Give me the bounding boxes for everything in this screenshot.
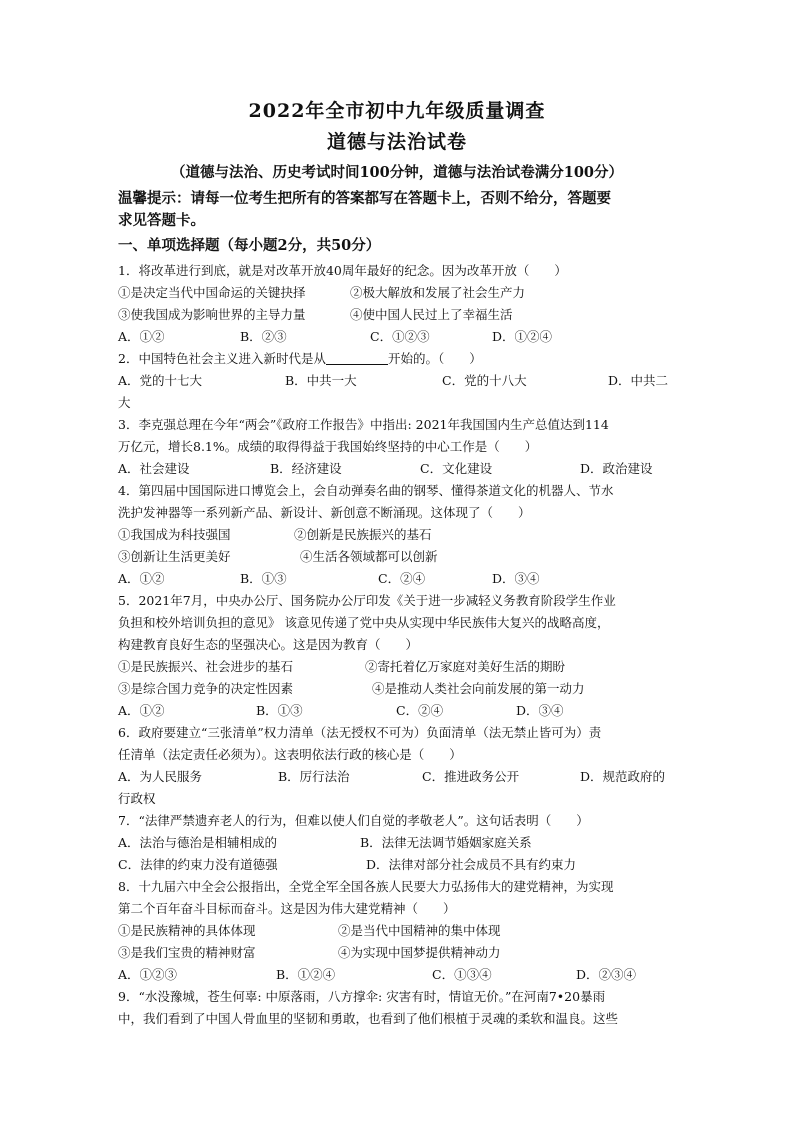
question-3-stem: 万亿元，增长8.1%。成绩的取得得益于我国始终坚持的中心工作是（ ） (118, 439, 538, 454)
q1-item: ④使中国人民过上了幸福生活 (350, 307, 513, 322)
q8-option-d: D．②③④ (576, 967, 637, 982)
q5-option-a: A．①② (118, 703, 165, 718)
q5-option-b: B．①③ (256, 703, 303, 718)
q7-option-b: B．法律无法调节婚姻家庭关系 (360, 835, 532, 850)
warm-tip-line: 温馨提示：请每一位考生把所有的答案都写在答题卡上，否则不给分，答题要 (118, 190, 611, 207)
q4-option-c: C．②④ (378, 571, 426, 586)
q2-option-a: A．党的十七大 (118, 373, 203, 388)
q4-item: ④生活各领域都可以创新 (300, 549, 438, 564)
q6-option-d: D．规范政府的 (580, 769, 666, 784)
question-4-stem: 4．第四届中国国际进口博览会上，会自动弹奏名曲的钢琴、懂得茶道文化的机器人、节水 (118, 483, 614, 498)
question-5-stem: 负担和校外培训负担的意见》 该意见传递了党中央从实现中华民族伟大复兴的战略高度， (118, 615, 610, 630)
question-9-stem: 9．“水没豫城，苍生何辜: 中原落雨，八方撑伞: 灾害有时，情谊无价。”在河南7•20暴雨 (118, 989, 606, 1004)
warm-tip-line: 求见答题卡。 (118, 212, 205, 229)
q5-option-c: C．②④ (396, 703, 444, 718)
q1-option-d: D．①②④ (492, 329, 553, 344)
exam-time-note: （道德与法治、历史考试时间100分钟，道德与法治试卷满分100分） (170, 164, 624, 181)
q4-option-d: D．③④ (492, 571, 540, 586)
question-2-stem (118, 348, 678, 369)
question-6-stem: 6．政府要建立“三张清单”权力清单（法无授权不可为）负面清单（法无禁止皆可为）责 (118, 725, 602, 740)
q5-item: ②寄托着亿万家庭对美好生活的期盼 (365, 659, 566, 674)
q1-option-a: A．①② (118, 329, 165, 344)
question-4-stem: 洗护发神器等一系列新产品、新设计、新创意不断涌现。这体现了（ ） (118, 505, 531, 520)
q3-option-c: C．文化建设 (420, 461, 493, 476)
q1-option-b: B．②③ (240, 329, 287, 344)
q4-option-a: A．①② (118, 571, 165, 586)
question-3-stem: 3．李克强总理在今年“两会”《政府工作报告》中指出: 2021年我国国内生产总值达到114 (118, 417, 609, 432)
q7-option-a: A．法治与德治是相辅相成的 (118, 835, 278, 850)
q4-item: ①我国成为科技强国 (118, 527, 231, 542)
q2-option-d: D．中共二 (608, 373, 669, 388)
q5-item: ①是民族振兴、社会进步的基石 (118, 659, 294, 674)
q4-item: ③创新让生活更美好 (118, 549, 231, 564)
q6-option-c: C．推进政务公开 (422, 769, 520, 784)
q6-option-d-wrap: 行政权 (118, 791, 156, 806)
q3-option-b: B．经济建设 (270, 461, 342, 476)
q6-option-b: B．厉行法治 (278, 769, 350, 784)
q8-option-a: A．①②③ (118, 967, 178, 982)
section-heading: 一、单项选择题（每小题2分，共50分） (118, 237, 381, 254)
q8-item: ①是民族精神的具体体现 (118, 923, 256, 938)
q5-item: ③是综合国力竞争的决定性因素 (118, 681, 294, 696)
question-7-stem: 7．“法律严禁遗弃老人的行为，但难以使人们自觉的孝敬老人”。这句话表明（ ） (118, 813, 589, 828)
question-1-stem: 1．将改革进行到底，就是对改革开放40周年最好的纪念。因为改革开放（ ） (118, 263, 567, 278)
q2-option-d-wrap: 大 (118, 395, 131, 410)
q2-option-b: B．中共一大 (285, 373, 357, 388)
q1-item: ②极大解放和发展了社会生产力 (350, 285, 526, 300)
q4-item: ②创新是民族振兴的基石 (294, 527, 432, 542)
q4-option-b: B．①③ (240, 571, 287, 586)
q7-option-d: D．法律对部分社会成员不具有约束力 (366, 857, 577, 872)
q2-stem-end: 开始的。（ ） (387, 351, 482, 366)
exam-subject-title: 道德与法治试卷 (326, 131, 467, 153)
q1-item: ①是决定当代中国命运的关键抉择 (118, 285, 306, 300)
q5-option-d: D．③④ (516, 703, 564, 718)
q2-stem-start: 2．中国特色社会主义进入新时代是从 (118, 351, 326, 366)
question-6-stem: 任清单（法定责任必须为）。这表明依法行政的核心是（ ） (118, 747, 462, 762)
q8-option-c: C．①③④ (432, 967, 492, 982)
q8-item: ②是当代中国精神的集中体现 (338, 923, 501, 938)
question-5-stem: 5．2021年7月，中央办公厅、国务院办公厅印发《关于进一步减轻义务教育阶段学生作业 (118, 593, 616, 608)
q8-item: ④为实现中国梦提供精神动力 (338, 945, 501, 960)
warm-tip (118, 188, 678, 232)
answer-blank (326, 350, 388, 365)
question-8-stem: 8．十九届六中全会公报指出，全党全军全国各族人民要大力弘扬伟大的建党精神，为实现 (118, 879, 614, 894)
q3-option-a: A．社会建设 (118, 461, 190, 476)
question-8-stem: 第二个百年奋斗目标而奋斗。这是因为伟大建党精神（ ） (118, 901, 456, 916)
q3-option-d: D．政治建设 (580, 461, 653, 476)
q1-option-c: C．①②③ (370, 329, 430, 344)
q5-item: ④是推动人类社会向前发展的第一动力 (372, 681, 585, 696)
q6-option-a: A．为人民服务 (118, 769, 203, 784)
q8-item: ③是我们宝贵的精神财富 (118, 945, 256, 960)
q7-option-c: C．法律的约束力没有道德强 (118, 857, 278, 872)
exam-title: 2022年全市初中九年级质量调查 (248, 100, 546, 122)
q2-option-c: C．党的十八大 (442, 373, 527, 388)
question-5-stem: 构建教育良好生态的坚强决心。这是因为教育（ ） (118, 637, 419, 652)
q1-item: ③使我国成为影响世界的主导力量 (118, 307, 306, 322)
q8-option-b: B．①②④ (276, 967, 336, 982)
question-9-stem: 中，我们看到了中国人骨血里的坚韧和勇敢，也看到了他们根植于灵魂的柔软和温良。这些 (118, 1011, 619, 1026)
